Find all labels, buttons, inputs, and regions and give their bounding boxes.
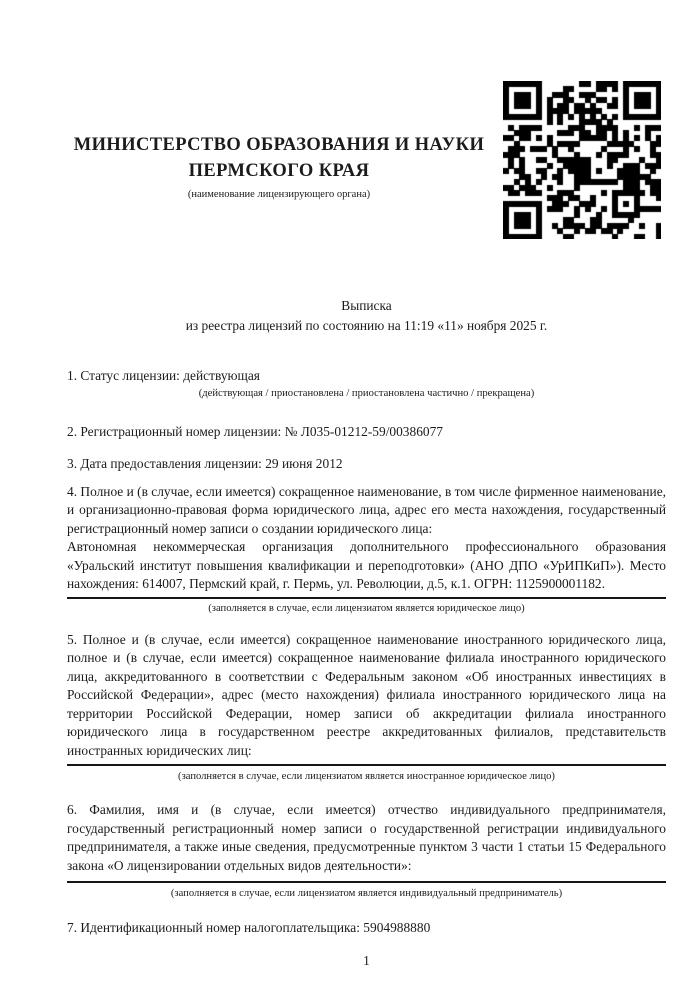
page-number: 1 xyxy=(363,952,370,968)
field-legal-entity-label: 4. Полное и (в случае, если имеется) сокращенное наименование, в том числе фирменное наименование, и организационно-правовая форма юридического лица, адрес его места нахождения, государственный регистрационный номер записи о создании юридического лица: xyxy=(67,483,666,536)
document-title-block xyxy=(67,296,666,335)
field-license-status: 1. Статус лицензии: действующая xyxy=(67,368,260,383)
licensing-authority-header xyxy=(67,132,491,202)
legal-entity-note: (заполняется в случае, если лицензиатом является юридическое лицо) xyxy=(208,602,525,614)
field-grant-date: 3. Дата предоставления лицензии: 29 июня 2012 xyxy=(67,456,343,471)
field-taxpayer-inn: 7. Идентификационный номер налогоплательщика: 5904988880 xyxy=(67,920,431,935)
field-foreign-entity-label: 5. Полное и (в случае, если имеется) сокращенное наименование иностранного юридического лица, полное и (в случае, если имеется) сокращенное наименование филиала иностранного юридического лица, аккредитованного в соответствии с Федеральным законом «Об иностранных инвестициях в Российской Федерации», адрес (место нахождения) филиала иностранного юридического лица на территории Российской Федерации, номер записи об аккредитации филиала иностранного юридического лица в государственном реестре аккредитованных филиалов, представительств иностранных юридических лиц: xyxy=(67,631,666,767)
ministry-name-line1: МИНИСТЕРСТВО ОБРАЗОВАНИЯ И НАУКИ xyxy=(73,135,485,155)
field-individual-entrepreneur-label: 6. Фамилия, имя и (в случае, если имеется) отчество индивидуального предпринимателя, государственный регистрационный номер записи о государственной регистрации индивидуального предпринимателя, а также иные сведения, предусмотренные пунктом 3 части 1 статьи 15 Федерального закона «О лицензировании отдельных видов деятельности»: xyxy=(67,801,666,883)
field-registration-number: 2. Регистрационный номер лицензии: № Л035-01212-59/00386077 xyxy=(67,423,443,439)
document-title: Выписка xyxy=(341,298,392,313)
authority-caption: (наименование лицензирующего органа) xyxy=(187,189,371,200)
license-status-options-note: (действующая / приостановлена / приостановлена частично / прекращена) xyxy=(198,387,535,399)
individual-entrepreneur-note: (заполняется в случае, если лицензиатом является индивидуальный предприниматель) xyxy=(170,888,563,899)
document-content xyxy=(67,0,666,970)
foreign-entity-note: (заполняется в случае, если лицензиатом является иностранное юридическое лицо) xyxy=(178,771,555,782)
document-subtitle: из реестра лицензий по состоянию на 11:19 «11» ноября 2025 г. xyxy=(185,317,548,333)
ministry-name-line2: ПЕРМСКОГО КРАЯ xyxy=(188,161,370,181)
field-legal-entity-value: Автономная некоммерческая организация дополнительного профессионального образования «Уральский институт повышения квалификации и переподготовки» (АНО ДПО «УрИПКиП»). Место нахождения: 614007, Пермский край, г. Пермь, ул. Революции, д.5, к.1. ОГРН: 1125900001182. xyxy=(67,538,666,599)
